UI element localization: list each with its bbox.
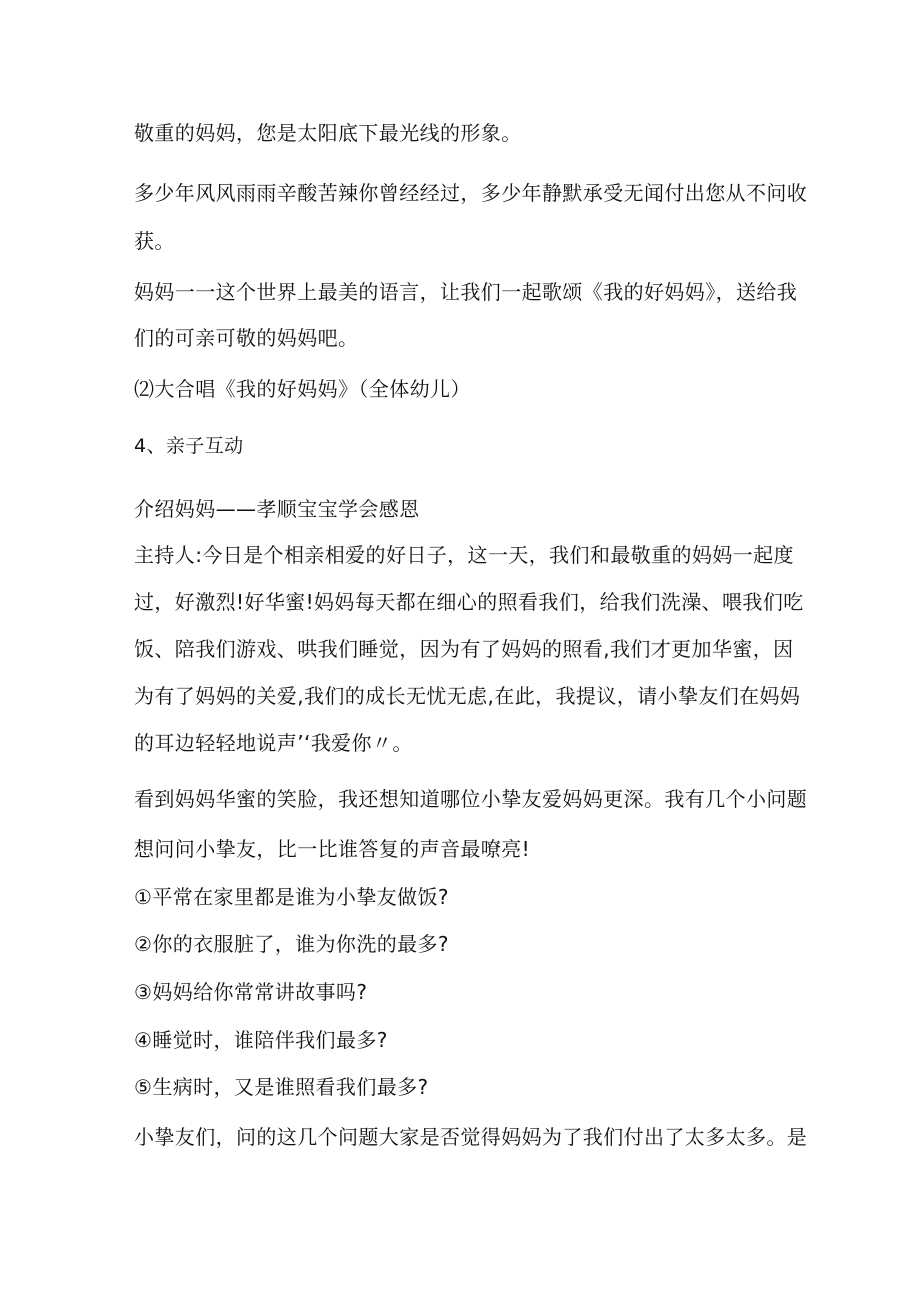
list-item: ①平常在家里都是谁为小挚友做饭? bbox=[134, 885, 449, 909]
paragraph-line: 介绍妈妈——孝顺宝宝学会感恩 bbox=[134, 497, 420, 521]
paragraph-line: 看到妈妈华蜜的笑脸，我还想知道哪位小挚友爱妈妈更深。我有几个小问题 bbox=[134, 787, 808, 811]
paragraph-line: 想问问小挚友，比一比谁答复的声音最嘹亮! bbox=[134, 837, 531, 861]
paragraph-line: 敬重的妈妈，您是太阳底下最光线的形象。 bbox=[134, 121, 522, 145]
paragraph-line: 们的可亲可敬的妈妈吧。 bbox=[134, 326, 359, 350]
list-item: ⑤生病时，又是谁照看我们最多? bbox=[134, 1075, 429, 1099]
paragraph-line: 过，好激烈!好华蜜!妈妈每天都在细心的照看我们，给我们洗澡、喂我们吃 bbox=[134, 590, 804, 614]
paragraph-line: 小挚友们，问的这几个问题大家是否觉得妈妈为了我们付出了太多太多。是 bbox=[134, 1125, 808, 1149]
list-item: ③妈妈给你常常讲故事吗? bbox=[134, 980, 368, 1004]
list-item: ⑵大合唱《我的好妈妈》（全体幼儿） bbox=[134, 377, 471, 401]
paragraph-line: 的耳边轻轻地说声’‘我爱你〃。 bbox=[134, 731, 413, 755]
section-heading: 4、亲子互动 bbox=[134, 435, 244, 457]
paragraph-line: 妈妈一一这个世界上最美的语言，让我们一起歌颂《我的好妈妈》，送给我 bbox=[134, 280, 798, 304]
list-item: ②你的衣服脏了，谁为你洗的最多? bbox=[134, 932, 449, 956]
paragraph-line: 为有了妈妈的关爱,我们的成长无忧无虑,在此，我提议，请小挚友们在妈妈 bbox=[134, 684, 801, 708]
paragraph-line: 饭、陪我们游戏、哄我们睡觉，因为有了妈妈的照看,我们才更加华蜜，因 bbox=[134, 637, 794, 661]
paragraph-line: 主持人:今日是个相亲相爱的好日子，这一天，我们和最敬重的妈妈一起度 bbox=[134, 543, 794, 567]
list-item: ④睡觉时，谁陪伴我们最多? bbox=[134, 1028, 388, 1052]
paragraph-line: 获。 bbox=[134, 229, 175, 253]
paragraph-line: 多少年风风雨雨辛酸苦辣你曾经经过，多少年静默承受无闻付出您从不问收 bbox=[134, 181, 808, 205]
